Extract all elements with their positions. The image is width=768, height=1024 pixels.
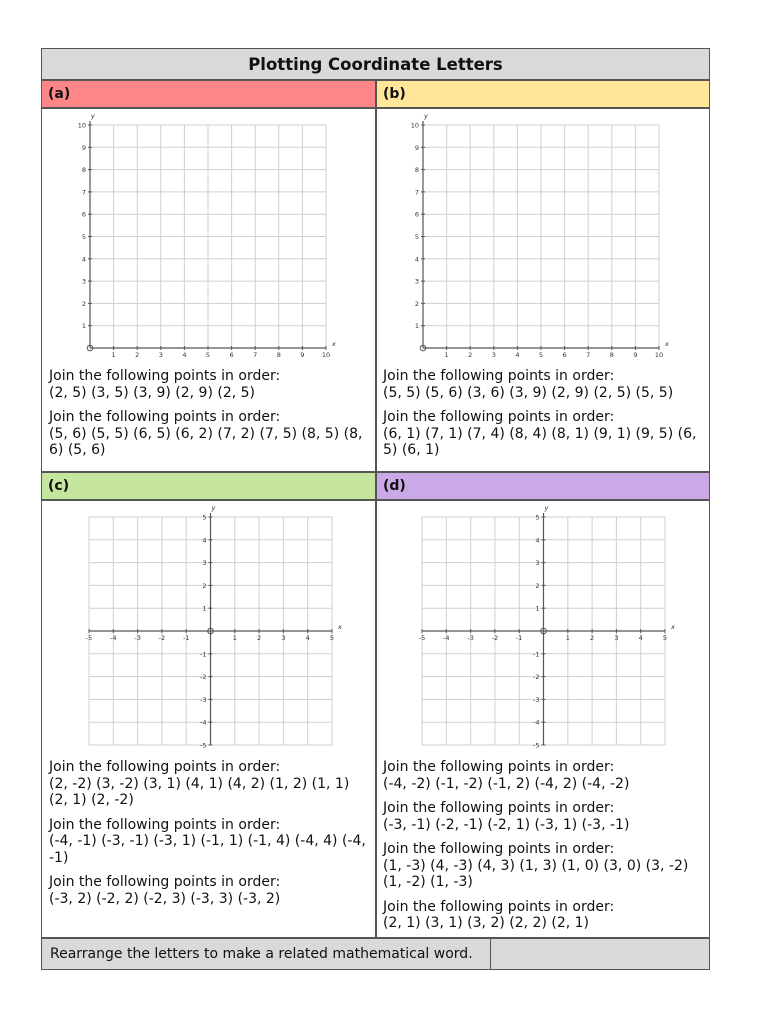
x-axis-label: x [665,340,669,348]
instruction-block [49,874,371,907]
panel-c-grid [80,503,345,753]
panel-d-grid [413,503,678,753]
instruction-heading: Join the following points in order: [383,898,615,915]
instruction-points: (5, 6) (5, 5) (6, 5) (6, 2) (7, 2) (7, 5) (8, 5) (8, 6) (5, 6) [49,425,363,458]
y-tick-label: -5 [200,741,207,750]
x-tick-label: 7 [586,351,591,359]
x-tick-label: -1 [182,634,190,642]
x-axis-label: x [332,340,336,348]
x-tick-label: 6 [229,351,234,359]
y-tick-label: -4 [200,718,207,727]
panel-d-header: (d) [376,472,710,500]
instruction-heading: Join the following points in order: [49,368,281,384]
x-tick-label: -2 [491,634,499,642]
y-tick-label: 8 [414,166,419,175]
y-tick-label: 2 [202,581,207,590]
x-tick-label: 8 [276,351,281,359]
instruction-points: (-4, -1) (-3, -1) (-3, 1) (-1, 1) (-1, 4) (-4, 4) (-4, -1) [49,833,366,866]
instruction-points: (2, 5) (3, 5) (3, 9) (2, 9) (2, 5) [49,384,255,401]
x-tick-label: 10 [321,351,331,359]
x-axis-label: x [338,623,342,631]
x-tick-label: 1 [232,634,237,642]
x-tick-label: 10 [654,351,664,359]
y-tick-label: 7 [81,188,86,197]
y-tick-label: 9 [81,143,86,152]
instruction-points: (5, 5) (5, 6) (3, 6) (3, 9) (2, 9) (2, 5) (5, 5) [383,384,674,401]
panel-c-instructions [49,759,371,907]
y-tick-label: 1 [202,604,207,613]
instruction-heading: Join the following points in order: [49,816,281,833]
y-tick-label: 1 [81,322,86,331]
panel-a-grid [70,112,350,362]
instruction-points: (-4, -2) (-1, -2) (-1, 2) (-4, 2) (-4, -2) [383,775,630,792]
instruction-heading: Join the following points in order: [383,759,615,775]
y-tick-label: 3 [202,559,207,568]
y-tick-label: 5 [414,233,419,241]
y-tick-label: 1 [414,322,419,331]
y-tick-label: -1 [533,650,540,659]
instruction-points: (-3, -1) (-2, -1) (-2, 1) (-3, 1) (-3, -1) [383,816,630,833]
x-tick-label: 3 [158,351,163,359]
instruction-points: (1, -3) (4, -3) (4, 3) (1, 3) (1, 0) (3, 0) (3, -2) (1, -2) (1, -3) [383,857,689,890]
x-tick-label: 5 [538,351,544,359]
x-tick-label: 9 [300,351,305,359]
x-tick-label: 5 [205,351,211,359]
x-tick-label: 4 [305,634,310,642]
x-axis-label: x [671,623,675,631]
panel-a-instructions [49,368,371,459]
y-tick-label: 2 [535,581,540,590]
x-tick-label: 1 [444,351,449,359]
x-tick-label: 7 [253,351,258,359]
y-tick-label: 2 [81,299,86,308]
x-tick-label: 2 [257,634,262,642]
x-tick-label: 5 [662,634,668,642]
instruction-heading: Join the following points in order: [383,368,615,384]
panel-d-instructions [383,759,705,932]
instruction-block [383,409,705,459]
instruction-block [49,368,371,401]
instruction-block [383,759,705,792]
x-tick-label: 3 [614,634,619,642]
y-tick-label: -3 [533,695,540,704]
y-tick-label: 4 [81,255,86,264]
footer-row [41,938,710,970]
panel-c-header: (c) [41,472,376,500]
x-tick-label: -1 [515,634,523,642]
x-tick-label: -4 [110,634,117,642]
instruction-block [49,409,371,459]
x-tick-label: 4 [638,634,643,642]
x-tick-label: 4 [515,351,520,359]
y-tick-label: 6 [81,210,86,219]
instruction-heading: Join the following points in order: [383,841,615,857]
instruction-heading: Join the following points in order: [49,409,281,425]
panel-a-header: (a) [41,80,376,108]
panel-b-grid [403,112,683,362]
y-tick-label: 2 [414,299,419,308]
panel-b-header: (b) [376,80,710,108]
answer-box[interactable] [490,938,711,970]
y-axis-label: y [424,112,428,120]
x-tick-label: -5 [85,634,93,642]
instruction-points: (6, 1) (7, 1) (7, 4) (8, 4) (8, 1) (9, 1) (9, 5) (6, 5) (6, 1) [383,425,697,458]
y-tick-label: 10 [410,121,419,130]
x-tick-label: 5 [329,634,335,642]
x-tick-label: -5 [418,634,426,642]
y-tick-label: 6 [414,210,419,219]
y-tick-label: -2 [200,673,207,682]
instruction-block [383,841,705,891]
y-tick-label: 9 [414,143,419,152]
y-tick-label: 5 [535,513,540,522]
x-tick-label: 3 [491,351,496,359]
instruction-points: (2, 1) (3, 1) (3, 2) (2, 2) (2, 1) [383,915,589,931]
instruction-block [383,800,705,833]
x-tick-label: -4 [443,634,450,642]
x-tick-label: 6 [562,351,567,359]
y-tick-label: 3 [81,277,86,286]
y-tick-label: 7 [414,188,419,197]
panel-b-instructions [383,368,705,459]
y-tick-label: -4 [533,718,540,727]
instruction-block [49,759,371,809]
y-axis-label: y [544,504,549,512]
instruction-block [383,368,705,401]
x-tick-label: 1 [565,634,570,642]
page-title: Plotting Coordinate Letters [41,48,710,80]
y-tick-label: 5 [81,233,86,241]
x-tick-label: 3 [281,634,286,642]
x-tick-label: -2 [158,634,166,642]
instruction-heading: Join the following points in order: [383,800,615,816]
y-tick-label: 4 [414,255,419,264]
y-tick-label: 1 [535,604,540,613]
x-tick-label: 9 [633,351,638,359]
instruction-block [49,817,371,867]
instruction-points: (2, -2) (3, -2) (3, 1) (4, 1) (4, 2) (1, 2) (1, 1) (2, 1) (2, -2) [49,775,350,808]
instruction-block [383,899,705,932]
x-tick-label: 1 [111,351,116,359]
y-tick-label: -5 [533,741,540,750]
instruction-points: (-3, 2) (-2, 2) (-2, 3) (-3, 3) (-3, 2) [49,890,281,907]
y-tick-label: 4 [202,536,207,545]
y-tick-label: -3 [200,695,207,704]
y-axis-label: y [91,112,95,120]
x-tick-label: 2 [590,634,595,642]
y-tick-label: 10 [77,121,86,130]
y-tick-label: 3 [535,559,540,568]
x-tick-label: -3 [134,634,141,642]
instruction-heading: Join the following points in order: [49,874,281,890]
instruction-heading: Join the following points in order: [49,759,281,775]
y-tick-label: -2 [533,673,540,682]
x-tick-label: 8 [609,351,614,359]
y-tick-label: -1 [200,650,207,659]
y-axis-label: y [211,504,216,512]
y-tick-label: 3 [414,277,419,286]
x-tick-label: 2 [468,351,473,359]
x-tick-label: 2 [135,351,140,359]
y-tick-label: 8 [81,166,86,175]
y-tick-label: 4 [535,536,540,545]
instruction-heading: Join the following points in order: [383,409,615,425]
x-tick-label: -3 [467,634,474,642]
footer-prompt: Rearrange the letters to make a related mathematical word. [50,946,473,962]
x-tick-label: 4 [182,351,187,359]
y-tick-label: 5 [202,513,207,522]
